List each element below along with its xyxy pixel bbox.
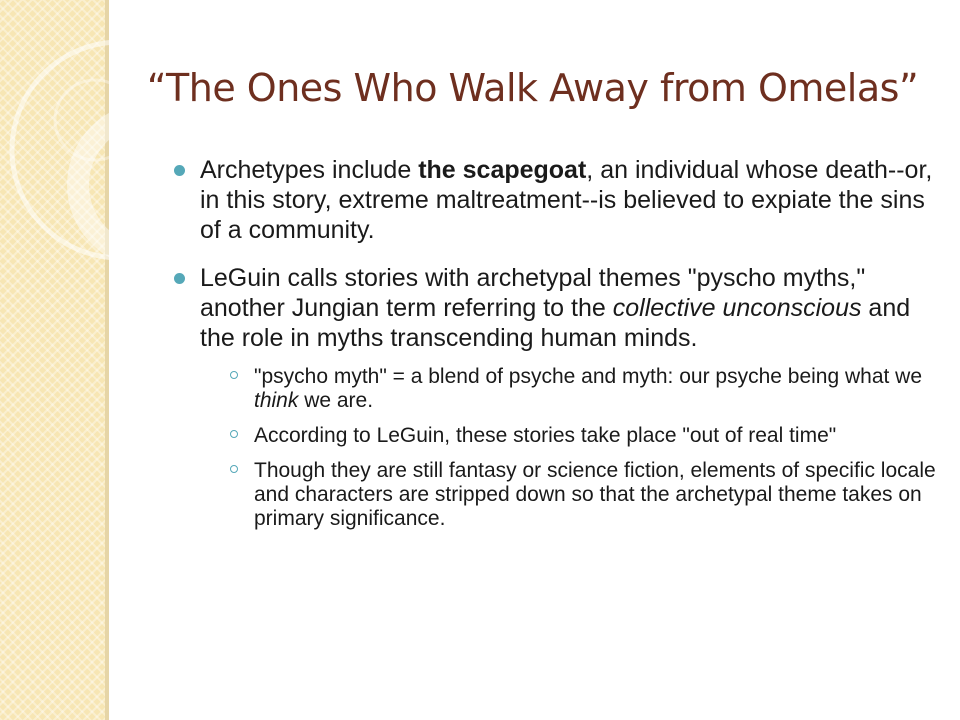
slide-title: “The Ones Who Walk Away from Omelas” bbox=[146, 66, 919, 110]
sub-bullet-marker bbox=[230, 465, 238, 473]
bullet-text-tail: and the role in myths transcending human minds. bbox=[200, 294, 911, 352]
bullet-text-tail: , an individual whose death--or, in this story, extreme maltreatment--is believed to expiate the sins of a community. bbox=[200, 156, 933, 244]
bullet-marker bbox=[174, 165, 185, 176]
slide-body bbox=[172, 155, 942, 549]
sub-bullet-marker bbox=[230, 430, 238, 438]
bullet-text-lead: Archetypes include bbox=[200, 156, 419, 184]
sub-bullet-text-tail: we are. bbox=[298, 389, 374, 412]
sub-bullet-psycho-myth bbox=[200, 365, 942, 413]
bullet-text-lead: LeGuin calls stories with archetypal themes "pyscho myths," another Jungian term referring to the bbox=[200, 264, 866, 322]
sub-bullet-stripped-down bbox=[200, 459, 942, 531]
sub-bullet-text: According to LeGuin, these stories take place "out of real time" bbox=[254, 424, 837, 447]
bullet-marker bbox=[174, 273, 185, 284]
sub-bullet-text: Though they are still fantasy or science fiction, elements of specific locale and characters are stripped down so that the archetypal theme takes on primary significance. bbox=[254, 459, 936, 530]
sub-bullet-text-lead: "psycho myth" = a blend of psyche and myth: our psyche being what we bbox=[254, 365, 923, 388]
bullet-italic-term: collective unconscious bbox=[612, 294, 862, 322]
sub-bullet-list bbox=[200, 365, 942, 531]
sub-bullet-italic-term: think bbox=[254, 389, 299, 412]
bullet-bold-term: the scapegoat bbox=[418, 156, 587, 184]
sub-bullet-real-time bbox=[200, 424, 942, 448]
bullet-scapegoat bbox=[172, 155, 942, 245]
bullet-psycho-myths bbox=[172, 263, 942, 531]
sub-bullet-marker bbox=[230, 371, 238, 379]
